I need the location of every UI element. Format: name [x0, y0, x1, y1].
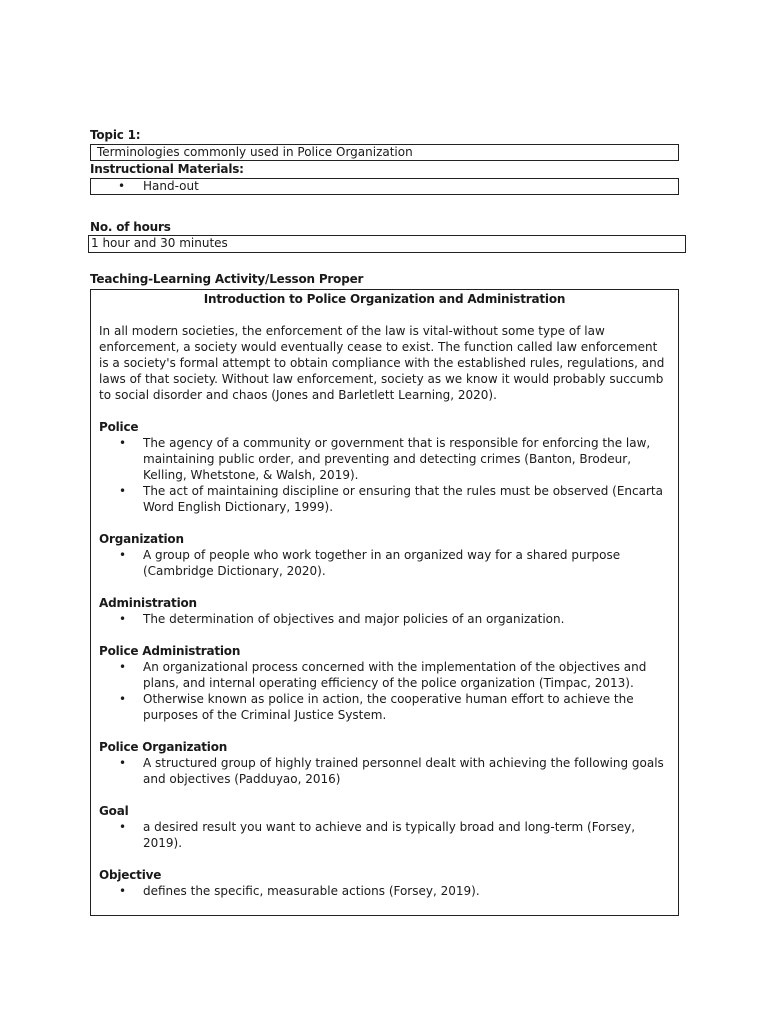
activity-label: Teaching-Learning Activity/Lesson Proper	[90, 272, 364, 286]
bullet-icon: •	[118, 179, 126, 193]
list-item	[99, 883, 670, 899]
section-heading-administration: Administration	[99, 596, 197, 610]
list-item	[99, 435, 670, 483]
definition-text: The agency of a community or government that is responsible for enforcing the law, maintaining public order, and preventing and detecting crimes (Banton, Brodeur, Kelling, Whetstone, & Walsh, 2019).	[143, 436, 651, 482]
list-item	[99, 755, 670, 787]
bullet-icon: •	[119, 884, 127, 898]
bullet-icon: •	[119, 756, 127, 770]
definition-text: An organizational process concerned with the implementation of the objectives and plans, and internal operating efficiency of the police organization (Timpac, 2013).	[143, 660, 647, 690]
hours-value: 1 hour and 30 minutes	[91, 236, 228, 250]
section-heading-organization: Organization	[99, 532, 184, 546]
section-heading-objective: Objective	[99, 868, 162, 882]
topic-label: Topic 1:	[90, 128, 141, 142]
section-heading-police-administration: Police Administration	[99, 644, 241, 658]
lesson-box	[90, 289, 679, 916]
definition-text: The act of maintaining discipline or ensuring that the rules must be observed (Encarta Word English Dictionary, 1999).	[143, 484, 663, 514]
definition-text: Otherwise known as police in action, the cooperative human effort to achieve the purposes of the Criminal Justice System.	[143, 692, 634, 722]
definition-text: A structured group of highly trained personnel dealt with achieving the following goals and objectives (Padduyao, 2016)	[143, 756, 664, 786]
topic-field	[90, 144, 679, 161]
topic-value: Terminologies commonly used in Police Organization	[97, 145, 413, 159]
bullet-icon: •	[119, 692, 127, 706]
bullet-icon: •	[119, 612, 127, 626]
instructional-material-item: Hand-out	[143, 179, 199, 193]
section-heading-police-organization: Police Organization	[99, 740, 228, 754]
bullet-icon: •	[119, 484, 127, 498]
bullet-icon: •	[119, 820, 127, 834]
definition-text: defines the specific, measurable actions (Forsey, 2019).	[143, 884, 480, 898]
list-item	[99, 819, 670, 851]
bullet-icon: •	[119, 436, 127, 450]
lesson-title: Introduction to Police Organization and Administration	[203, 292, 566, 306]
section-heading-goal: Goal	[99, 804, 129, 818]
list-item	[99, 659, 670, 691]
section-heading-police: Police	[99, 420, 139, 434]
list-item	[99, 483, 670, 515]
hours-label: No. of hours	[90, 220, 171, 234]
list-item	[91, 179, 678, 194]
instructional-materials-label: Instructional Materials:	[90, 162, 244, 176]
bullet-icon: •	[119, 660, 127, 674]
list-item	[99, 611, 670, 627]
list-item	[99, 547, 670, 579]
list-item	[99, 691, 670, 723]
instructional-materials-field	[90, 178, 679, 195]
lesson-intro: In all modern societies, the enforcement of the law is vital-without some type of law enforcement, a society would eventually cease to exist. The function called law enforcement is a society's formal attempt to obtain compliance with the established rules, regulations, and laws of that society. Without law enforcement, society as we know it would probably succumb to social disorder and chaos (Jones and Barletlett Learning, 2020).	[99, 324, 665, 402]
hours-field	[88, 235, 686, 253]
definition-text: A group of people who work together in an organized way for a shared purpose (Cambridge Dictionary, 2020).	[143, 548, 621, 578]
bullet-icon: •	[119, 548, 127, 562]
definition-text: The determination of objectives and major policies of an organization.	[143, 612, 565, 626]
definition-text: a desired result you want to achieve and is typically broad and long-term (Forsey, 2019).	[143, 820, 636, 850]
